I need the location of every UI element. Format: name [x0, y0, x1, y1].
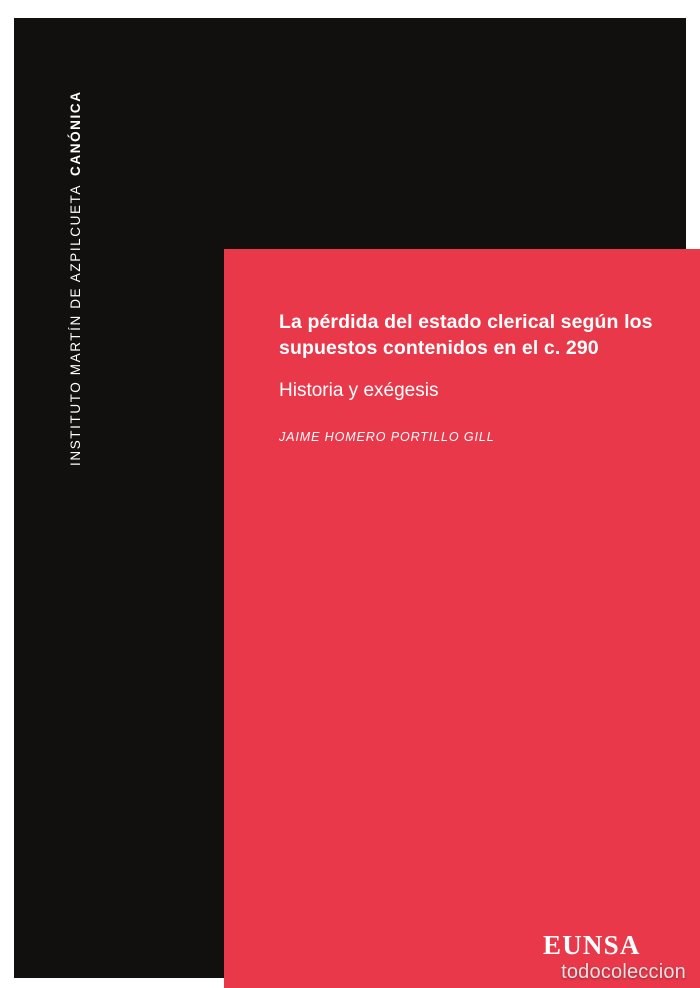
- book-subtitle: Historia y exégesis: [279, 379, 439, 401]
- book-title: La pérdida del estado clerical según los supuestos contenidos en el c. 290: [279, 311, 653, 359]
- book-author: JAIME HOMERO PORTILLO GILL: [279, 429, 495, 444]
- publisher-logo: EUNSA: [543, 930, 641, 960]
- cover-black-background: [14, 18, 686, 978]
- spine-collection-label: CANÓNICA: [68, 90, 83, 176]
- title-block: [279, 310, 669, 444]
- spine-collection-text: [68, 66, 108, 466]
- spine-institute-label: INSTITUTO MARTÍN DE AZPILCUETA: [68, 183, 83, 466]
- site-watermark: todocoleccion: [561, 961, 686, 983]
